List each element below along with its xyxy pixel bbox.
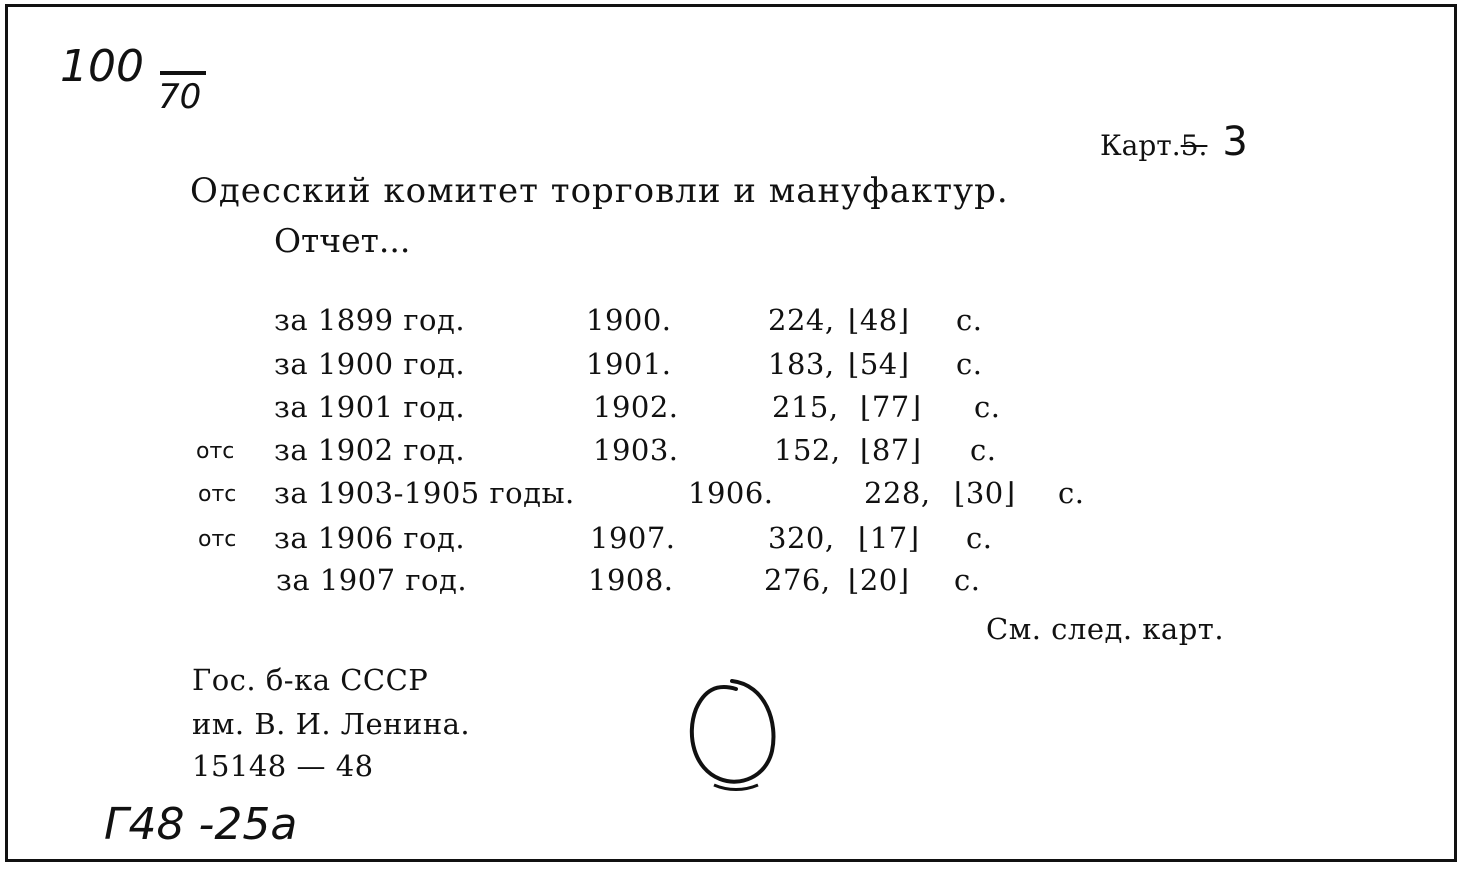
row-year: 1907. [590, 521, 676, 555]
hand-bottom-code: Г48 -25а [104, 799, 298, 850]
list-item [8, 347, 1108, 387]
row-pages: 320, [768, 521, 835, 555]
list-item [8, 433, 1108, 473]
row-pages: 276, [764, 563, 831, 597]
library-line-2: им. В. И. Ленина. [192, 707, 471, 741]
card-reference [1100, 119, 1248, 165]
row-plates: ⌊20⌋ [848, 563, 910, 597]
row-period: за 1903-1905 годы. [274, 476, 575, 510]
row-plates: ⌊30⌋ [954, 476, 1016, 510]
row-year: 1900. [586, 303, 672, 337]
row-plates-value: 30 [965, 476, 1004, 510]
row-unit: с. [954, 563, 981, 597]
hand-top-sub: 70 [158, 77, 202, 117]
row-plates-value: 77 [871, 390, 910, 424]
list-item [8, 390, 1108, 430]
hand-top-number: 100 [60, 41, 144, 92]
row-plates-value: 87 [871, 433, 910, 467]
row-period: за 1900 год. [274, 347, 466, 381]
card-ref-hand: 3 [1222, 119, 1248, 165]
hand-fraction-line [160, 71, 206, 75]
row-plates: ⌊77⌋ [860, 390, 922, 424]
card-ref-printed: Карт. [1100, 129, 1181, 162]
row-pages: 152, [774, 433, 841, 467]
catalog-card [5, 4, 1457, 862]
row-pages: 215, [772, 390, 839, 424]
row-period: за 1899 год. [274, 303, 466, 337]
list-item [8, 303, 1108, 343]
row-mark: отс [198, 482, 237, 507]
card-ref-struck: 5. [1180, 129, 1208, 162]
row-plates: ⌊48⌋ [848, 303, 910, 337]
row-plates: ⌊87⌋ [860, 433, 922, 467]
card-title: Одесский комитет торговли и мануфактур. [190, 171, 1009, 211]
row-period: за 1902 год. [274, 433, 466, 467]
row-pages: 228, [864, 476, 931, 510]
library-line-1: Гос. б-ка СССР [192, 663, 429, 697]
row-year: 1903. [593, 433, 679, 467]
row-unit: с. [966, 521, 993, 555]
row-year: 1908. [588, 563, 674, 597]
row-year: 1901. [586, 347, 672, 381]
list-item [8, 476, 1108, 516]
list-item [8, 563, 1108, 603]
row-year: 1906. [688, 476, 774, 510]
row-period: за 1907 год. [276, 563, 468, 597]
hand-drawn-circle-icon [684, 675, 780, 791]
card-subtitle: Отчет... [274, 221, 411, 260]
list-item [8, 521, 1108, 561]
row-plates: ⌊54⌋ [848, 347, 910, 381]
see-next-card: См. след. карт. [986, 612, 1225, 646]
library-line-3: 15148 — 48 [192, 749, 374, 783]
row-period: за 1906 год. [274, 521, 466, 555]
row-period: за 1901 год. [274, 390, 466, 424]
row-unit: с. [970, 433, 997, 467]
row-unit: с. [974, 390, 1001, 424]
row-plates-value: 17 [869, 521, 908, 555]
row-plates-value: 20 [859, 563, 898, 597]
row-year: 1902. [593, 390, 679, 424]
row-unit: с. [956, 347, 983, 381]
row-pages: 224, [768, 303, 835, 337]
row-mark: отс [198, 527, 237, 552]
row-pages: 183, [768, 347, 835, 381]
row-plates-value: 48 [859, 303, 898, 337]
row-unit: с. [1058, 476, 1085, 510]
row-plates: ⌊17⌋ [858, 521, 920, 555]
row-plates-value: 54 [859, 347, 898, 381]
row-unit: с. [956, 303, 983, 337]
row-mark: отс [196, 439, 235, 464]
